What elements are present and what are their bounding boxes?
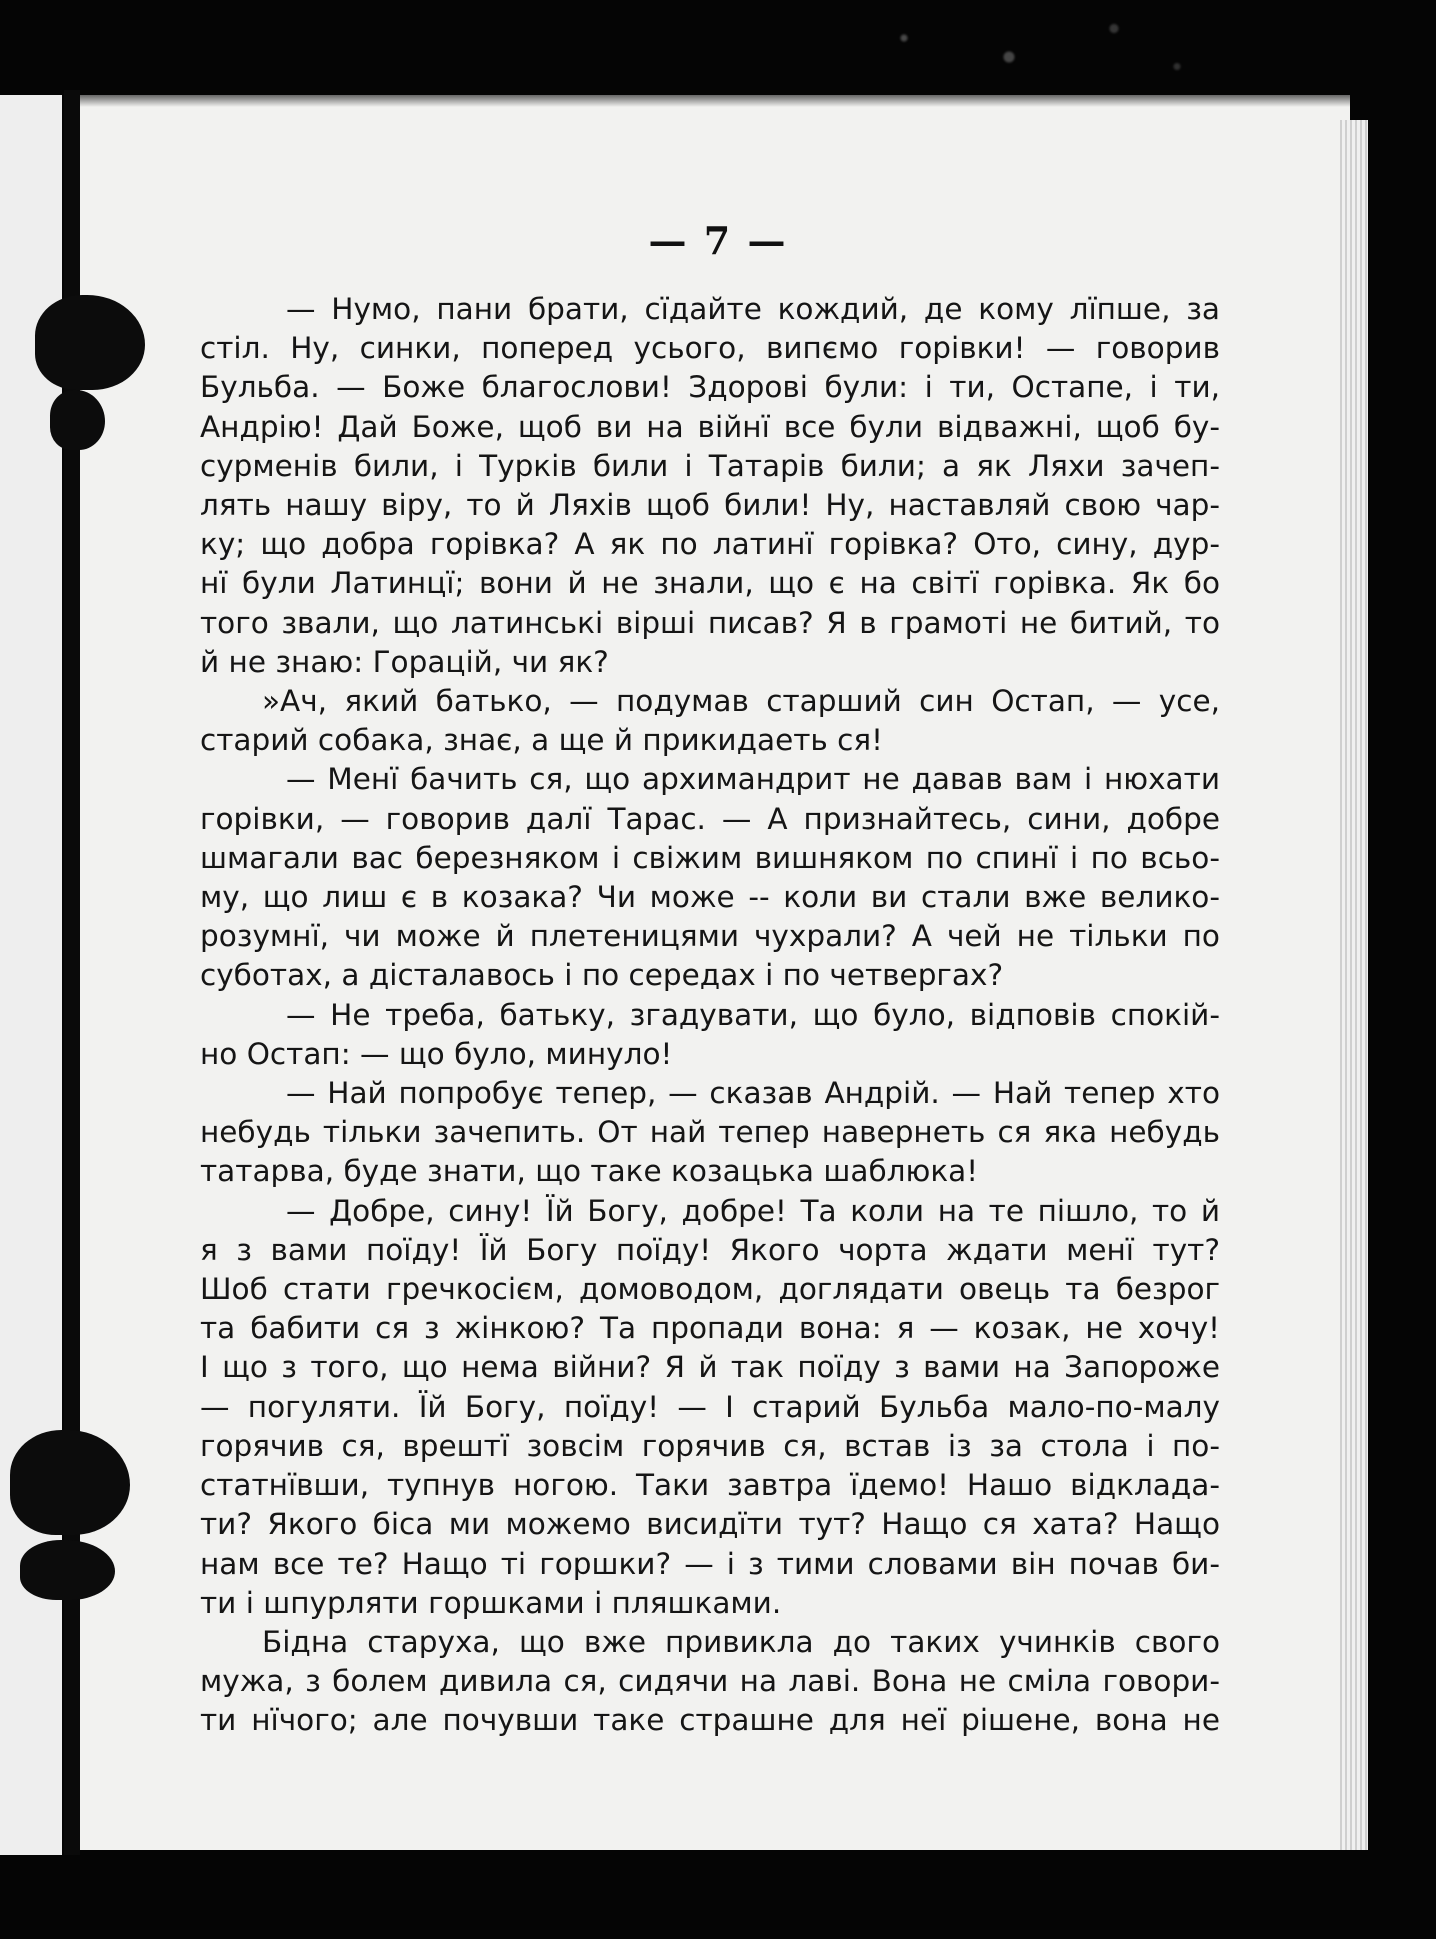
text-line: старий собака, знає, а ще й прикидаеть ся!	[200, 723, 883, 758]
text-line: шмагали вас березняком і свіжим вишняком по спинї і по всьо-	[200, 840, 1220, 875]
text-line: — Менї бачить ся, що архимандрит не давав вам і нюхати	[286, 762, 1220, 797]
page-number: — 7 —	[648, 218, 788, 263]
scan-noise	[820, 0, 1240, 95]
text-line: та бабити ся з жінкою? Та пропади вона: я — козак, не хочу!	[200, 1311, 1220, 1346]
text-line: суботах, а дісталавось і по середах і по четвергах?	[200, 958, 1004, 993]
ink-blot	[20, 1540, 115, 1600]
text-line: Бульба. — Боже благослови! Здорові були: і ти, Остапе, і ти,	[200, 370, 1220, 405]
text-line: — Добре, сину! Їй Богу, добре! Та коли на те пішло, то й	[286, 1193, 1220, 1228]
text-line: Андрію! Дай Боже, щоб ви на війнї все були відважні, щоб бу-	[200, 409, 1220, 444]
text-line: нам все те? Нащо ті горшки? — і з тими словами він почав би-	[200, 1546, 1220, 1581]
text-line: мужа, з болем дивила ся, сидячи на лаві. Вона не сміла говори-	[200, 1664, 1220, 1699]
text-line: розумнї, чи може й плетеницями чухрали? А чей не тільки по	[200, 919, 1220, 954]
text-line: й не знаю: Горацій, чи як?	[200, 644, 609, 679]
text-line: ти і шпурляти горшками і пляшками.	[200, 1585, 782, 1620]
page-body-text	[200, 290, 1220, 1741]
text-line: — Нумо, пани брати, сїдайте кождий, де кому лїпше, за	[286, 292, 1220, 326]
text-line: стіл. Ну, синки, поперед усього, випємо горівки! — говорив	[200, 331, 1220, 366]
text-line: я з вами поїду! Їй Богу поїду! Якого чорта ждати менї тут?	[200, 1232, 1220, 1267]
page-top-shadow	[80, 95, 1350, 107]
text-line: небудь тільки зачепить. От най тепер навернеть ся яка небудь	[200, 1115, 1220, 1150]
text-line: горячив ся, врештї зовсім горячив ся, встав із за стола і по-	[200, 1428, 1220, 1463]
text-line: ти нїчого; але почувши таке страшне для неї рішене, вона не	[200, 1703, 1220, 1738]
page-stack-edge	[1340, 120, 1368, 1850]
text-line: нї були Латинцї; вони й не знали, що є на світї горівка. Як бо	[200, 566, 1220, 601]
text-line: ку; що добра горівка? А як по латинї горівка? Ото, сину, дур-	[200, 527, 1220, 562]
ink-blot	[50, 390, 105, 450]
text-line: Шоб стати гречкосієм, домоводом, доглядати овець та безрог	[200, 1272, 1220, 1307]
text-line: му, що лиш є в козака? Чи може -- коли ви стали вже велико-	[200, 880, 1220, 915]
ink-blot	[35, 295, 145, 390]
text-line: Бідна старуха, що вже привикла до таких учинків свого	[262, 1624, 1220, 1659]
ink-blot	[10, 1430, 130, 1535]
text-line: сурменів били, і Турків били і Татарів били; а як Ляхи зачеп-	[200, 448, 1220, 483]
text-line: но Остап: — що було, минуло!	[200, 1036, 673, 1071]
text-line: статнївши, тупнув ногою. Таки завтра їдемо! Нашо відклада-	[200, 1468, 1220, 1503]
text-line: — погуляти. Їй Богу, поїду! — І старий Бульба мало-по-малу	[200, 1389, 1220, 1424]
text-line: ти? Якого біса ми можемо висидїти тут? Нащо ся хата? Нащо	[200, 1507, 1220, 1542]
text-line: татарва, буде знати, що таке козацька шаблюка!	[200, 1154, 979, 1189]
text-line: лять нашу віру, то й Ляхів щоб били! Ну, наставляй свою чар-	[200, 488, 1220, 523]
text-line: »Ач, який батько, — подумав старший син Остап, — усе,	[262, 684, 1220, 719]
text-line: — Не треба, батьку, згадувати, що було, відповів спокій-	[286, 997, 1220, 1032]
text-line: І що з того, що нема війни? Я й так поїду з вами на Запороже	[200, 1350, 1220, 1385]
text-line: горівки, — говорив далї Тарас. — А признайтесь, сини, добре	[200, 801, 1220, 836]
text-line: того звали, що латинські вірші писав? Я в грамоті не битий, то	[200, 605, 1220, 640]
text-line: — Най попробує тепер, — сказав Андрій. — Най тепер хто	[286, 1076, 1220, 1111]
